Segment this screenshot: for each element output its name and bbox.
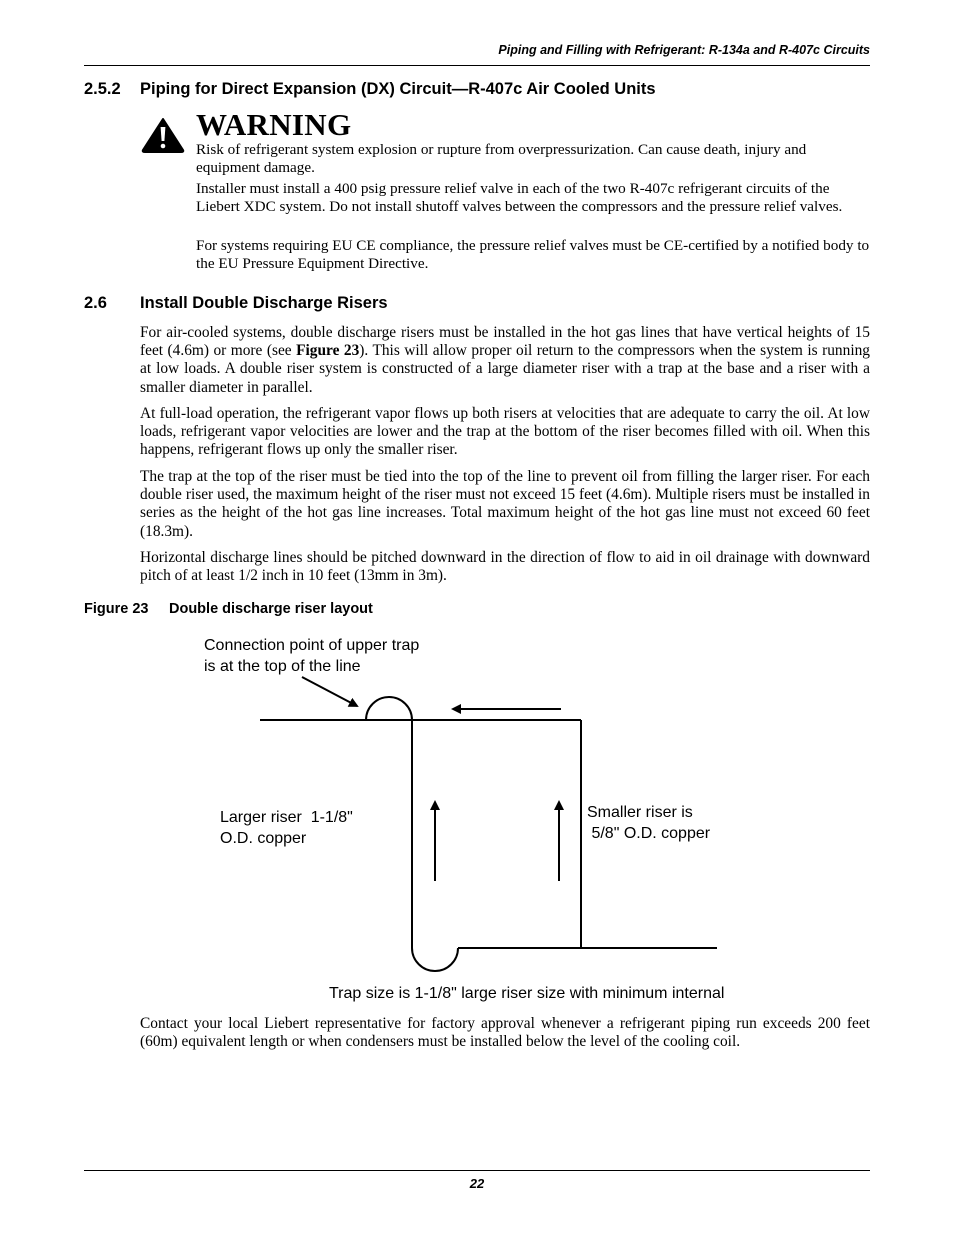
figure-caption-text: Double discharge riser layout	[169, 601, 373, 617]
upper-trap-loop	[366, 697, 412, 720]
warning-title: WARNING	[196, 107, 352, 142]
running-header: Piping and Filling with Refrigerant: R-134a and R-407c Circuits	[498, 43, 870, 57]
paragraph-text: ). This will allow proper oil return to the compressors when the system is running at low loads. A double riser system is constructed of a large diameter riser with a trap at the base and a riser with a smaller diameter in parallel.	[140, 342, 870, 396]
footer-rule	[84, 1170, 870, 1171]
label-trap-size: Trap size is 1-1/8" large riser size with minimum internal	[329, 985, 725, 1002]
figure-reference-link[interactable]: Figure 23	[296, 342, 360, 360]
bottom-trap-loop	[412, 948, 458, 971]
section-title: Install Double Discharge Risers	[140, 294, 388, 312]
body-paragraph-3: The trap at the top of the riser must be tied into the top of the line to prevent oil from filling the larger riser. For each double riser used, the maximum height of the riser must not exceed 15 feet (4.6m). Multiple risers must be installed in series as the height of the hot gas line increases. Total maximum height of the hot gas line must not exceed 60 feet (18.3m).	[140, 468, 870, 540]
figure-number: Figure 23	[84, 601, 149, 617]
label-upper-trap: Connection point of upper trap is at the top of the line	[204, 637, 420, 675]
closing-paragraph: Contact your local Liebert representative for factory approval whenever a refrigerant piping run exceeds 200 feet (60m) equivalent length or when condensers must be installed below the level of the cooling coil.	[140, 1015, 870, 1051]
body-paragraph-2: At full-load operation, the refrigerant vapor flows up both risers at velocities that are adequate to carry the oil. At low loads, refrigerant vapor velocities are lower and the trap at the bottom of the riser becomes filled with oil. When this happens, refrigerant flows up only the smaller riser.	[140, 405, 870, 459]
label-smaller-riser: Smaller riser is 5/8" O.D. copper	[587, 804, 711, 842]
paragraph-text: For air-cooled systems, double discharge risers must be installed in the hot gas lines that have vertical heights of 15 feet (4.6m) or more (see	[140, 324, 870, 360]
page-number: 22	[469, 1176, 485, 1191]
warning-paragraph-3: For systems requiring EU CE compliance, the pressure relief valves must be CE-certified by a notified body to the EU Pressure Equipment Directive.	[196, 237, 870, 273]
section-number: 2.6	[84, 294, 107, 312]
warning-paragraph-2: Installer must install a 400 psig pressure relief valve in each of the two R-407c refrigerant circuits of the Liebert XDC system. Do not install shutoff valves between the compressors and the pressure relief valves.	[196, 180, 843, 216]
section-title: Piping for Direct Expansion (DX) Circuit—R-407c Air Cooled Units	[140, 80, 656, 98]
callout-arrow	[302, 677, 357, 706]
body-paragraph-4: Horizontal discharge lines should be pitched downward in the direction of flow to aid in oil drainage with downward pitch of at least 1/2 inch in 10 feet (13mm in 3m).	[140, 549, 870, 585]
warning-paragraph-1: Risk of refrigerant system explosion or rupture from overpressurization. Can cause death, injury and equipment damage.	[196, 141, 807, 177]
label-larger-riser: Larger riser 1-1/8" O.D. copper	[220, 809, 353, 847]
section-number: 2.5.2	[84, 80, 121, 98]
